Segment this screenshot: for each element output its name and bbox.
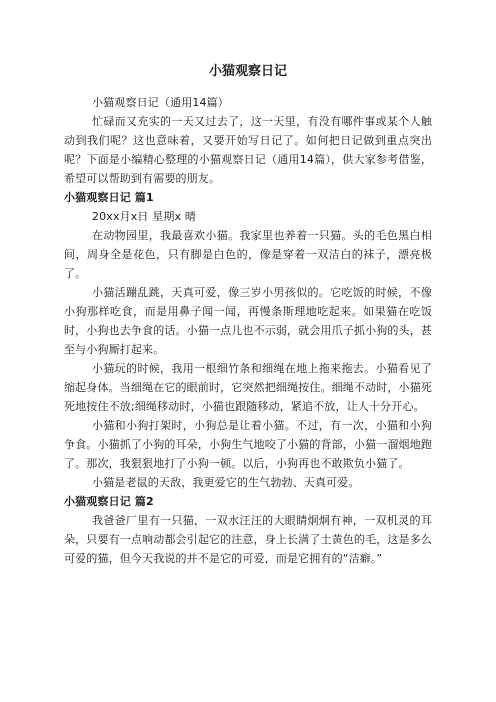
body-paragraph: 我爸爸厂里有一只猫，一双水汪汪的大眼睛炯炯有神，一双机灵的耳朵，只要有一点响动都会引起它的注意，身上长满了土黄色的毛，这是多么可爱的猫，但今天我说的并不是它的可爱，而是它拥有的“洁癖。” bbox=[64, 514, 432, 565]
document-title: 小猫观察日记 bbox=[208, 64, 287, 79]
section-heading-1: 小猫观察日记 篇1 bbox=[64, 191, 154, 204]
body-paragraph: 在动物园里，我最喜欢小猫。我家里也养着一只猫。头的毛色黑白相间，周身全是花色，只有脚是白色的，像是穿着一双洁白的袜子，漂亮极了。 bbox=[64, 229, 432, 280]
intro-paragraph: 忙碌而又充实的一天又过去了，这一天里，有没有哪件事或某个人触动到我们呢？这也意味着，又要开始写日记了。如何把日记做到重点突出呢？下面是小编精心整理的小猫观察日记（通用14篇），供大家参考借鉴，希望可以帮助到有需要的朋友。 bbox=[64, 115, 432, 185]
body-paragraph: 小猫是老鼠的天敌，我更爱它的生气勃勃、天真可爱。 bbox=[92, 476, 360, 489]
body-paragraph: 小猫活蹦乱跳，天真可爱，像三岁小男孩似的。它吃饭的时候，不像小狗那样吃食，而是用鼻子闻一闻，再慢条斯理地吃起来。如果猫在吃饭时，小狗也去争食的话。小猫一点儿也不示弱，就会用爪子抓小狗的头，甚至与小狗厮打起来。 bbox=[64, 286, 432, 356]
intro-subtitle: 小猫观察日记（通用14篇） bbox=[92, 96, 229, 109]
diary-date-line: 20xx月x日 星期x 晴 bbox=[92, 210, 196, 223]
document-body bbox=[64, 93, 432, 568]
body-paragraph: 小猫玩的时候，我用一根细竹条和细绳在地上拖来拖去。小猫看见了缩起身体。当细绳在它的眼前时，它突然把细绳按住。细绳不动时，小猫死死地按住不放;细绳移动时，小猫也跟随移动，紧追不放，让人十分开心。 bbox=[64, 362, 432, 413]
section-heading-2: 小猫观察日记 篇2 bbox=[64, 495, 154, 508]
body-paragraph: 小猫和小狗打架时，小狗总是让着小猫。不过，有一次，小猫和小狗争食。小猫抓了小狗的耳朵，小狗生气地咬了小猫的背部，小猫一溜烟地跑了。那次，我狠狠地打了小狗一顿。以后，小狗再也不敢欺负小猫了。 bbox=[64, 419, 432, 470]
